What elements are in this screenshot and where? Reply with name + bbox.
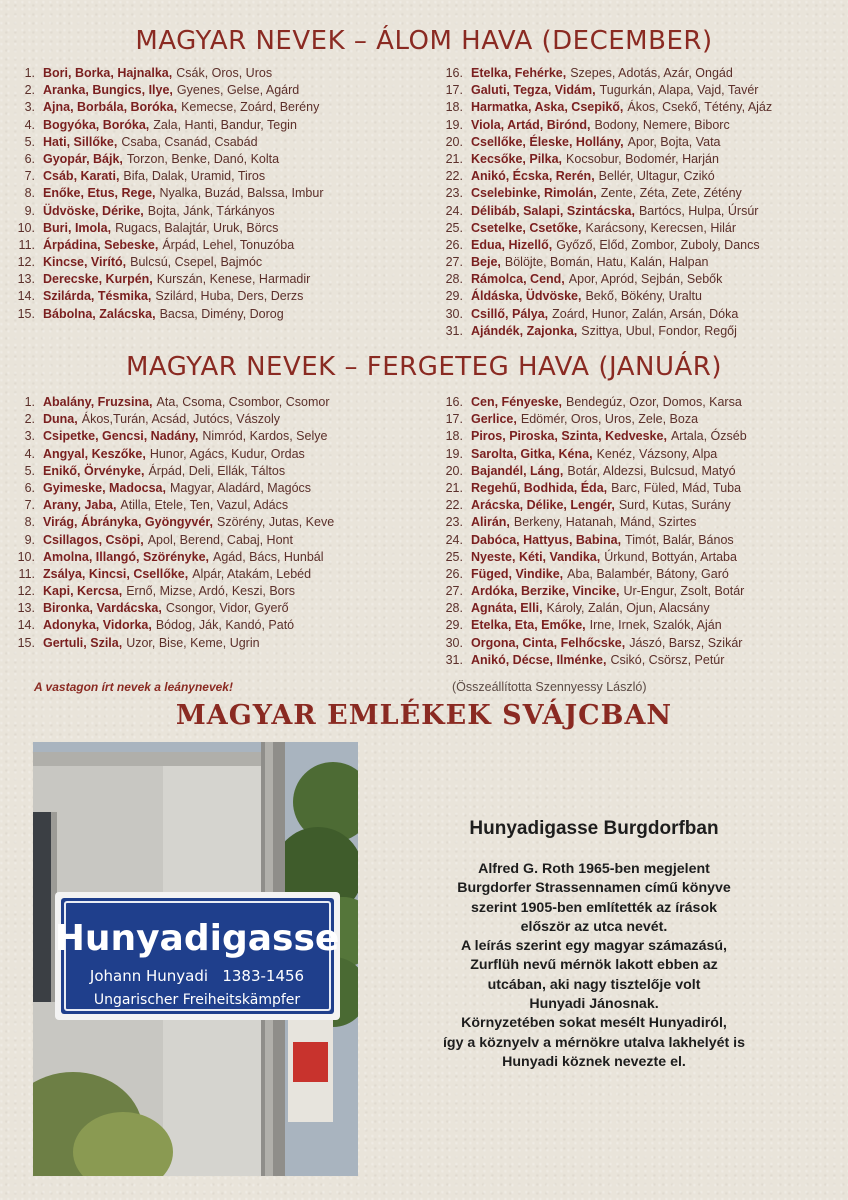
female-names: Bábolna, Zalácska, (43, 306, 156, 321)
male-names: Bacsa, Dimény, Dorog (159, 306, 284, 321)
name-day-entry (438, 411, 747, 428)
name-day-entry (438, 497, 747, 514)
male-names: Bodony, Nemere, Biborc (594, 117, 730, 132)
day-number: 10. (17, 549, 35, 564)
male-names: Ata, Csoma, Csombor, Csomor (156, 395, 330, 409)
female-names: Cen, Fényeske, (471, 395, 563, 409)
day-number: 24. (445, 532, 463, 547)
female-names: Virág, Ábrányka, Gyöngyvér, (43, 515, 213, 530)
male-names: Timót, Balár, Bános (625, 532, 734, 547)
female-names: Kapi, Kercsa, (43, 584, 123, 599)
name-day-entry (10, 446, 334, 463)
article-line: A leírás szerint egy magyar számazású, (460, 938, 727, 955)
male-names: Barc, Füled, Mád, Tuba (611, 480, 742, 495)
day-number: 4. (24, 117, 35, 132)
article-body (394, 860, 794, 1072)
day-number: 1. (24, 66, 35, 80)
female-names: Anikó, Décse, Ilménke, (471, 652, 607, 667)
name-day-entry (438, 617, 747, 634)
male-names: Agád, Bács, Hunbál (213, 549, 324, 564)
male-names: Bendegúz, Ozor, Domos, Karsa (566, 395, 742, 409)
name-day-entry (10, 411, 334, 428)
female-names: Derecske, Kurpén, (43, 272, 153, 287)
female-names: Ardóka, Berzike, Vincike, (471, 584, 620, 599)
male-names: Irne, Irnek, Szalók, Aján (589, 618, 722, 633)
female-names: Aranka, Bungics, Ilye, (43, 83, 173, 98)
day-number: 9. (24, 203, 35, 218)
day-number: 8. (24, 186, 35, 201)
name-day-entry (10, 151, 324, 168)
female-names: Viola, Artád, Birónd, (471, 117, 591, 132)
day-number: 13. (17, 601, 35, 616)
day-number: 13. (17, 272, 35, 287)
male-names: Csikó, Csörsz, Petúr (610, 652, 725, 667)
day-number: 12. (17, 255, 35, 270)
day-number: 12. (17, 584, 35, 599)
day-number: 5. (24, 134, 35, 149)
name-day-entry (438, 168, 772, 185)
male-names: Bódog, Ják, Kandó, Pató (155, 618, 295, 633)
name-day-entry (10, 82, 324, 99)
day-number: 20. (445, 463, 463, 478)
street-sign-photo (33, 742, 358, 1176)
male-names: Károly, Zalán, Ojun, Alacsány (546, 601, 710, 616)
name-day-entry (10, 271, 324, 288)
female-names: Ajándék, Zajonka, (471, 323, 578, 338)
day-number: 25. (445, 220, 463, 235)
name-day-entry (10, 532, 334, 549)
male-names: Nyalka, Buzád, Balssa, Imbur (159, 186, 324, 201)
male-names: Bojta, Jánk, Tárkányos (147, 203, 275, 218)
female-names: Duna, (43, 412, 78, 427)
day-number: 20. (445, 134, 463, 149)
day-number: 17. (445, 412, 463, 427)
female-names: Bogyóka, Boróka, (43, 117, 150, 132)
day-number: 7. (24, 498, 35, 513)
female-names: Áldáska, Üdvöske, (471, 289, 582, 304)
male-names: Kocsobur, Bodomér, Harján (566, 151, 719, 166)
female-names: Angyal, Keszőke, (43, 446, 146, 461)
name-day-entry (10, 497, 334, 514)
male-names: Rugacs, Balajtár, Uruk, Börcs (115, 220, 279, 235)
female-names: Szilárda, Tésmika, (43, 289, 152, 304)
sign-title: Hunyadigasse (54, 918, 340, 959)
female-names: Hati, Sillőke, (43, 134, 118, 149)
name-day-entry (10, 185, 324, 202)
article-line: Alfred G. Roth 1965-ben megjelent (478, 861, 710, 877)
article-line: Zurflüh nevű mérnök lakott ebben az (470, 957, 718, 974)
january-list-2 (438, 394, 747, 669)
male-names: Bellér, Ultagur, Czikó (598, 169, 715, 184)
female-names: Anikó, Écska, Rerén, (471, 169, 595, 184)
female-names: Árpádina, Sebeske, (43, 237, 159, 252)
male-names: Szepes, Adotás, Azár, Ongád (570, 66, 733, 80)
day-number: 19. (445, 117, 463, 132)
male-names: Apor, Bojta, Vata (627, 134, 721, 149)
male-names: Csongor, Vidor, Gyerő (165, 601, 289, 616)
day-number: 28. (445, 601, 463, 616)
day-number: 11. (18, 237, 35, 252)
day-number: 8. (24, 515, 35, 530)
name-day-entry (10, 254, 324, 271)
name-day-entry (438, 203, 772, 220)
day-number: 30. (445, 635, 463, 650)
name-day-entry (10, 394, 334, 411)
female-names: Csillagos, Csöpi, (43, 532, 144, 547)
name-day-entry (438, 134, 772, 151)
day-number: 27. (445, 255, 463, 270)
female-names: Buri, Imola, (43, 220, 112, 235)
compiler-credit: (Összeállította Szennyessy László) (452, 680, 647, 694)
article-line: először az utca nevét. (520, 918, 668, 935)
name-day-entry (10, 617, 334, 634)
day-number: 3. (24, 429, 35, 444)
article-line: Hunyadi köznek nevezte el. (502, 1053, 686, 1070)
female-names: Enőke, Etus, Rege, (43, 186, 156, 201)
day-number: 11. (18, 566, 35, 581)
day-number: 10. (17, 220, 35, 235)
male-names: Apor, Apród, Sejbán, Sebők (568, 272, 723, 287)
day-number: 15. (17, 635, 35, 650)
name-day-entry (10, 168, 324, 185)
male-names: Tugurkán, Alapa, Vajd, Tavér (599, 83, 759, 98)
article-line: így a köznyelv a mérnökre utalva lakhelyét is (442, 1034, 746, 1051)
day-number: 23. (445, 515, 463, 530)
day-number: 16. (445, 395, 463, 409)
name-day-entry (10, 635, 334, 652)
male-names: Hunor, Agács, Kudur, Ordas (149, 446, 305, 461)
day-number: 2. (24, 412, 35, 427)
december-heading: MAGYAR NEVEK – ÁLOM HAVA (DECEMBER) (135, 26, 713, 56)
female-names: Bajandél, Láng, (471, 463, 564, 478)
day-number: 6. (24, 480, 35, 495)
day-number: 6. (24, 151, 35, 166)
female-names: Edua, Hizellő, (471, 237, 553, 252)
male-names: Zoárd, Hunor, Zalán, Arsán, Dóka (552, 306, 739, 321)
male-names: Győző, Előd, Zombor, Zuboly, Dancs (556, 237, 760, 252)
female-names: Enikő, Örvényke, (43, 463, 145, 478)
name-day-entry (438, 254, 772, 271)
male-names: Uzor, Bise, Keme, Ugrin (126, 635, 260, 650)
december-list-2 (438, 65, 772, 340)
name-day-entry (438, 583, 747, 600)
sign-line-1: Johann Hunyadi 1383-1456 (89, 967, 305, 985)
day-number: 16. (445, 66, 463, 80)
name-day-entry (10, 566, 334, 583)
name-day-entry (438, 532, 747, 549)
name-day-entry (10, 220, 324, 237)
day-number: 21. (445, 151, 463, 166)
day-number: 4. (24, 446, 35, 461)
day-number: 21. (445, 480, 463, 495)
day-number: 18. (445, 429, 463, 444)
day-number: 14. (17, 289, 35, 304)
female-names: Gerlice, (471, 412, 517, 427)
day-number: 26. (445, 566, 463, 581)
name-day-entry (10, 428, 334, 445)
day-number: 7. (24, 169, 35, 184)
name-day-entry (438, 323, 772, 340)
january-heading: MAGYAR NEVEK – FERGETEG HAVA (JANUÁR) (126, 352, 722, 382)
male-names: Atilla, Etele, Ten, Vazul, Adács (120, 498, 289, 513)
male-names: Artala, Ózséb (670, 429, 747, 444)
female-names: Füged, Vindike, (471, 566, 564, 581)
male-names: Surd, Kutas, Surány (618, 498, 731, 513)
name-day-entry (438, 600, 747, 617)
name-day-entry (10, 583, 334, 600)
male-names: Csaba, Csanád, Csabád (121, 134, 258, 149)
female-names: Gertuli, Szila, (43, 635, 123, 650)
article-line: Hunyadi Jánosnak. (529, 996, 659, 1013)
name-day-entry (438, 65, 772, 82)
day-number: 2. (24, 83, 35, 98)
name-day-entry (438, 463, 747, 480)
male-names: Zente, Zéta, Zete, Zétény (600, 186, 742, 201)
female-names: Gyimeske, Madocsa, (43, 480, 166, 495)
name-day-entry (10, 288, 324, 305)
day-number: 31. (445, 323, 463, 338)
male-names: Berkeny, Hatanah, Mánd, Szirtes (513, 515, 697, 530)
female-names: Piros, Piroska, Szinta, Kedveske, (471, 429, 667, 444)
name-day-entry (438, 394, 747, 411)
sign-line-2: Ungarischer Freiheitskämpfer (93, 992, 301, 1008)
day-number: 3. (24, 100, 35, 115)
day-number: 30. (445, 306, 463, 321)
female-names: Nyeste, Kéti, Vandika, (471, 549, 601, 564)
day-number: 18. (445, 100, 463, 115)
male-names: Árpád, Lehel, Tonuzóba (162, 237, 295, 252)
day-number: 9. (24, 532, 35, 547)
male-names: Aba, Balambér, Bátony, Garó (567, 566, 729, 581)
day-number: 29. (445, 289, 463, 304)
male-names: Bölöjte, Bomán, Hatu, Kalán, Halpan (504, 255, 709, 270)
day-number: 22. (445, 498, 463, 513)
female-names: Etelka, Fehérke, (471, 66, 567, 80)
female-names: Délibáb, Salapi, Szintácska, (471, 203, 635, 218)
name-day-entry (438, 82, 772, 99)
female-names: Amolna, Illangó, Szörényke, (43, 549, 210, 564)
female-names: Gyopár, Bájk, (43, 151, 123, 166)
name-day-entry (438, 271, 772, 288)
female-names: Csetelke, Csetőke, (471, 220, 582, 235)
december-list-1 (10, 65, 324, 323)
name-day-entry (10, 134, 324, 151)
male-names: Bulcsú, Csepel, Bajmóc (130, 255, 263, 270)
female-names: Beje, (471, 255, 501, 270)
day-number: 26. (445, 237, 463, 252)
name-day-entry (10, 203, 324, 220)
male-names: Árpád, Deli, Ellák, Táltos (148, 463, 286, 478)
female-names: Orgona, Cinta, Felhőcske, (471, 635, 626, 650)
male-names: Ákos, Csekő, Tétény, Ajáz (627, 100, 773, 115)
male-names: Úrkund, Bottyán, Artaba (604, 549, 737, 564)
female-names: Bironka, Vardácska, (43, 601, 162, 616)
day-number: 5. (24, 463, 35, 478)
male-names: Ákos,Turán, Acsád, Jutócs, Vászoly (81, 412, 280, 427)
name-day-entry (438, 428, 747, 445)
day-number: 28. (445, 272, 463, 287)
street-sign-photo-graphic (33, 742, 358, 1176)
male-names: Magyar, Aladárd, Magócs (169, 480, 312, 495)
day-number: 24. (445, 203, 463, 218)
male-names: Karácsony, Kerecsen, Hilár (585, 220, 737, 235)
male-names: Kenéz, Vázsony, Alpa (596, 446, 718, 461)
article-line: Burgdorfer Strassennamen című könyve (457, 880, 731, 897)
name-day-entry (438, 514, 747, 531)
female-names: Bori, Borka, Hajnalka, (43, 66, 173, 80)
male-names: Botár, Aldezsi, Bulcsud, Matyó (567, 463, 736, 478)
female-names: Csipetke, Gencsi, Nadány, (43, 429, 199, 444)
name-day-entry (438, 635, 747, 652)
female-names: Kecsőke, Pilka, (471, 151, 563, 166)
name-day-entry (438, 288, 772, 305)
male-names: Jászó, Barsz, Szikár (629, 635, 743, 650)
name-day-entry (10, 463, 334, 480)
name-day-entry (438, 185, 772, 202)
day-number: 29. (445, 618, 463, 633)
female-names: Agnáta, Elli, (471, 601, 543, 616)
female-names: Regehű, Bodhida, Éda, (471, 480, 608, 495)
name-day-entry (438, 566, 747, 583)
day-number: 22. (445, 169, 463, 184)
january-list-1 (10, 394, 334, 652)
male-names: Kemecse, Zoárd, Berény (181, 100, 320, 115)
name-day-entry (10, 514, 334, 531)
name-day-entry (10, 600, 334, 617)
day-number: 1. (24, 395, 35, 409)
female-names: Csáb, Karati, (43, 169, 120, 184)
male-names: Bifa, Dalak, Uramid, Tiros (123, 169, 266, 184)
name-day-entry (438, 652, 747, 669)
name-day-entry (10, 549, 334, 566)
name-day-entry (438, 99, 772, 116)
female-names: Csillő, Pálya, (471, 306, 549, 321)
female-names: Rámolca, Cend, (471, 272, 565, 287)
male-names: Nimród, Kardos, Selye (202, 429, 328, 444)
male-names: Bartócs, Hulpa, Úrsúr (638, 203, 759, 218)
day-number: 27. (445, 584, 463, 599)
female-names: Üdvöske, Dérike, (43, 203, 144, 218)
name-day-entry (438, 117, 772, 134)
female-names: Abalány, Fruzsina, (43, 395, 153, 409)
day-number: 19. (445, 446, 463, 461)
name-day-entry (438, 480, 747, 497)
name-day-entry (438, 151, 772, 168)
female-names: Arácska, Délike, Lengér, (471, 498, 615, 513)
male-names: Ur-Engur, Zsolt, Botár (623, 584, 745, 599)
name-day-entry (10, 99, 324, 116)
male-names: Szilárd, Huba, Ders, Derzs (155, 289, 304, 304)
male-names: Szörény, Jutas, Keve (216, 515, 335, 530)
name-day-entry (10, 480, 334, 497)
female-names: Dabóca, Hattyus, Babina, (471, 532, 622, 547)
male-names: Alpár, Atakám, Lebéd (192, 566, 312, 581)
name-day-entry (10, 237, 324, 254)
female-names: Zsálya, Kincsi, Csellőke, (43, 566, 189, 581)
female-names: Etelka, Eta, Emőke, (471, 618, 586, 633)
male-names: Gyenes, Gelse, Agárd (176, 83, 300, 98)
male-names: Bekő, Bökény, Uraltu (585, 289, 702, 304)
female-names: Ajna, Borbála, Boróka, (43, 100, 178, 115)
male-names: Torzon, Benke, Danó, Kolta (126, 151, 280, 166)
name-day-entry (10, 306, 324, 323)
male-names: Ernő, Mizse, Ardó, Keszi, Bors (126, 584, 296, 599)
female-names: Kincse, Virító, (43, 255, 127, 270)
female-names: Harmatka, Aska, Csepikő, (471, 100, 624, 115)
male-names: Csák, Oros, Uros (176, 66, 273, 80)
name-day-entry (10, 117, 324, 134)
female-names-note: A vastagon írt nevek a leánynevek! (34, 680, 233, 694)
day-number: 25. (445, 549, 463, 564)
name-day-entry (10, 65, 324, 82)
female-names: Galuti, Tegza, Vidám, (471, 83, 596, 98)
female-names: Cselebinke, Rimolán, (471, 186, 597, 201)
name-day-entry (438, 220, 772, 237)
male-names: Kurszán, Kenese, Harmadir (156, 272, 311, 287)
female-names: Alirán, (471, 515, 510, 530)
day-number: 23. (445, 186, 463, 201)
day-number: 17. (445, 83, 463, 98)
female-names: Adonyka, Vidorka, (43, 618, 152, 633)
female-names: Csellőke, Éleske, Hollány, (471, 134, 624, 149)
female-names: Arany, Jaba, (43, 498, 117, 513)
section-heading: MAGYAR EMLÉKEK SVÁJCBAN (175, 700, 673, 731)
article-line: szerint 1905-ben említették az írások (470, 899, 718, 916)
male-names: Szittya, Ubul, Fondor, Regőj (581, 323, 737, 338)
male-names: Edömér, Oros, Uros, Zele, Boza (520, 412, 699, 427)
article-line: utcában, aki nagy tisztelője volt (487, 976, 701, 993)
article (394, 818, 794, 1072)
name-day-entry (438, 306, 772, 323)
day-number: 15. (17, 306, 35, 321)
article-line: Környzetében sokat mesélt Hunyadiról, (461, 1015, 727, 1032)
day-number: 14. (17, 618, 35, 633)
male-names: Zala, Hanti, Bandur, Tegin (153, 117, 297, 132)
name-day-entry (438, 237, 772, 254)
article-title: Hunyadigasse Burgdorfban (469, 818, 719, 839)
name-day-entry (438, 446, 747, 463)
name-day-entry (438, 549, 747, 566)
female-names: Sarolta, Gitka, Kéna, (471, 446, 593, 461)
male-names: Apol, Berend, Cabaj, Hont (147, 532, 293, 547)
day-number: 31. (445, 652, 463, 667)
